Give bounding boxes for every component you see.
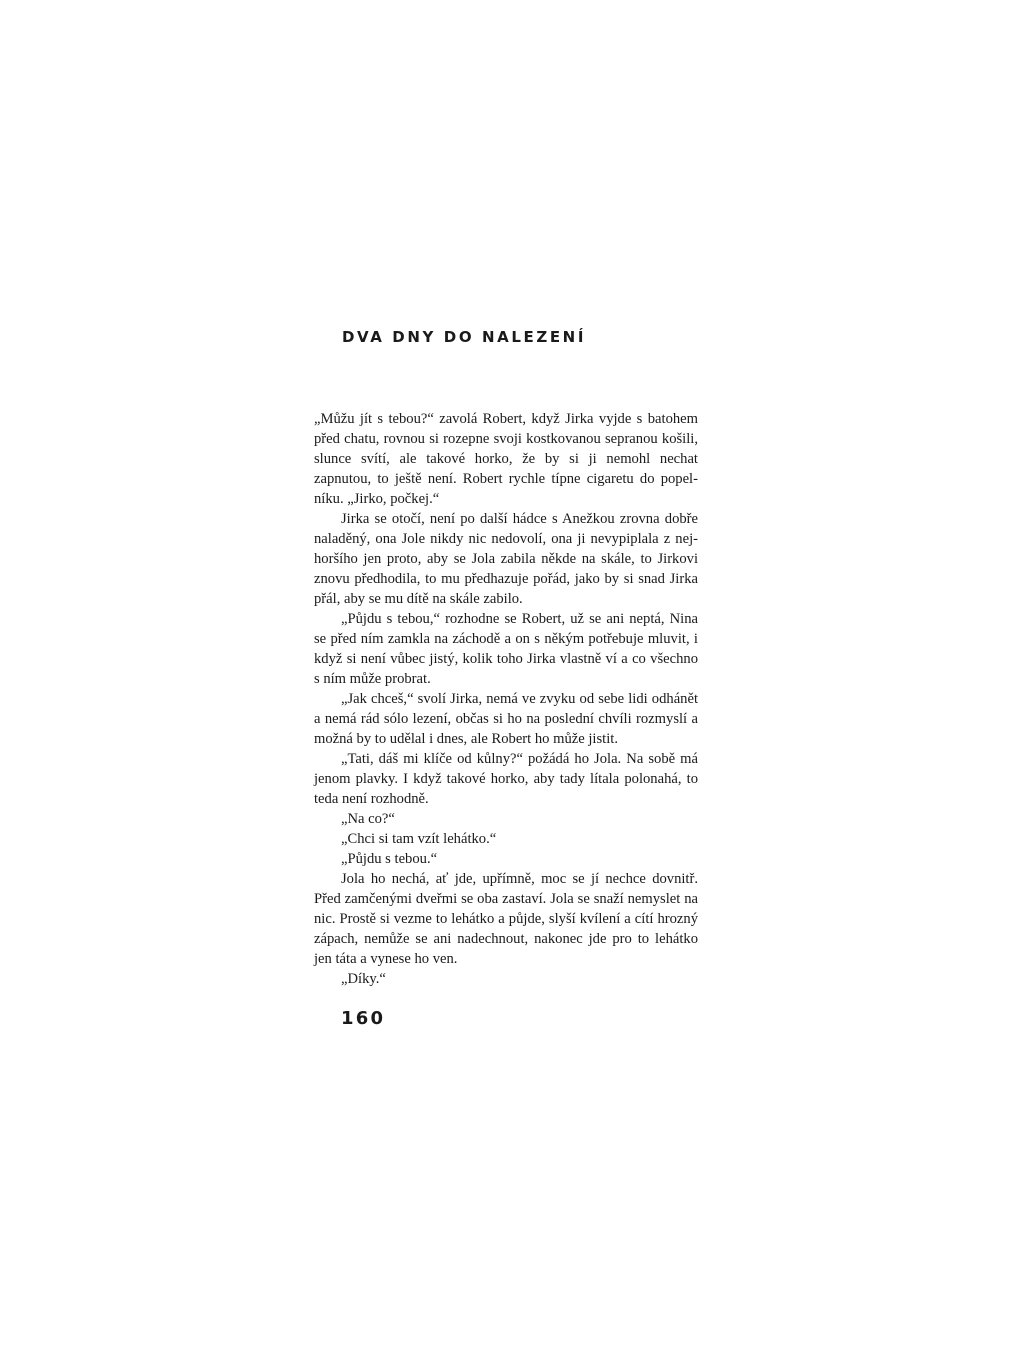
paragraph: „Díky.“ — [341, 971, 386, 987]
page-number: 160 — [341, 1008, 386, 1029]
paragraph: Jirka se otočí, není po další hádce s Anežkou zrovna dobře naladěný, ona Jole nikdy nic nedovolí, ona ji nevypiplala z nejhoršího jen proto, aby se Jola zabila někde na skále, to Jirkovi znovu předhodila, to mu předhazuje pořád, jako by si snad Jirka přál, aby se mu dítě na skále zabilo. — [314, 511, 698, 607]
paragraph: „Půjdu s tebou.“ — [341, 851, 438, 867]
paragraph: „Na co?“ — [341, 811, 395, 827]
body-text — [314, 409, 698, 989]
running-head: DVA DNY DO NALEZENÍ — [342, 328, 587, 346]
paragraph: „Tati, dáš mi klíče od kůlny?“ požádá ho Jola. Na sobě má jenom plavky. I když takové horko, aby tady lítala polonahá, to teda není rozhodně. — [314, 751, 698, 807]
paragraph: „Můžu jít s tebou?“ zavolá Robert, když Jirka vyjde s batohem před chatu, rovnou si rozepne svoji kostkovanou sepranou košili, slunce svítí, ale takové horko, že by si ji nemohl nechat zapnutou, to ještě není. Robert rychle típne cigaretu do popelníku. „Jirko, počkej.“ — [314, 411, 698, 507]
paragraph: Jola ho nechá, ať jde, upřímně, moc se jí nechce dovnitř. Před zamčenými dveřmi se oba zastaví. Jola se snaží nemyslet na nic. Prostě si vezme to lehátko a půjde, slyší kvílení a cítí hrozný zápach, nemůže se ani nadechnout, nakonec jde pro to lehátko jen táta a vynese ho ven. — [314, 871, 698, 967]
paragraph: „Chci si tam vzít lehátko.“ — [341, 831, 497, 847]
paragraph: „Půjdu s tebou,“ rozhodne se Robert, už se ani neptá, Nina se před ním zamkla na záchodě a on s někým potřebuje mluvit, i když si není vůbec jistý, kolik toho Jirka vlastně ví a co všechno s ním může probrat. — [314, 611, 698, 687]
paragraph: „Jak chceš,“ svolí Jirka, nemá ve zvyku od sebe lidi odhánět a nemá rád sólo lezení, občas si ho na poslední chvíli rozmyslí a možná by to udělal i dnes, ale Robert ho může jistit. — [314, 691, 698, 747]
